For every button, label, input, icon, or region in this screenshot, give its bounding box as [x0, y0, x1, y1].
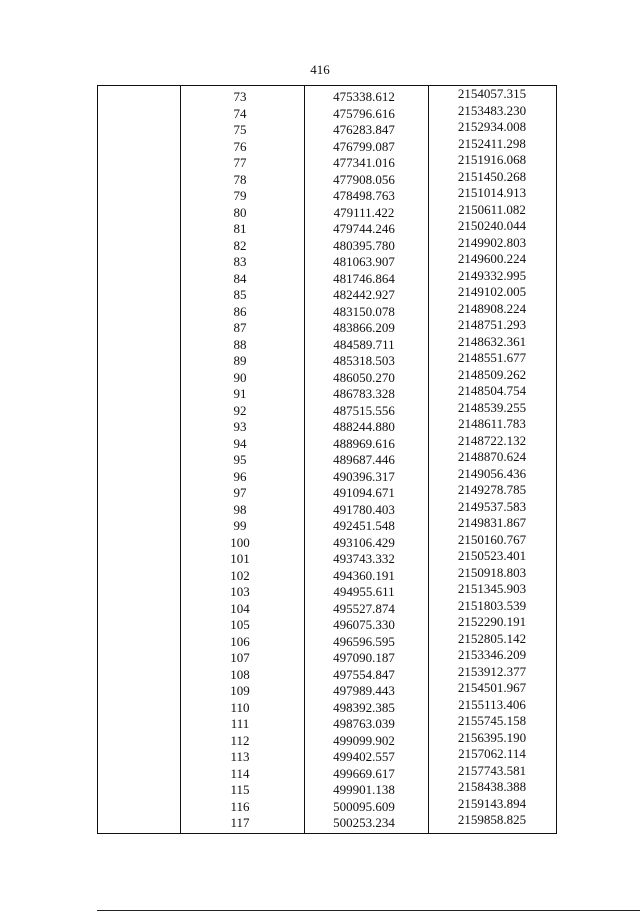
point-index-cell: 98 — [233, 501, 247, 517]
y-coordinate-cell: 2150523.401 — [457, 548, 527, 563]
x-coordinate-cell: 497989.443 — [333, 683, 395, 698]
y-coordinate-cell: 2148611.783 — [458, 416, 526, 431]
y-coordinate-cell: 2153912.377 — [457, 663, 527, 679]
y-coordinate-cell: 2155113.406 — [458, 696, 526, 712]
y-coordinate-cell: 2149902.803 — [457, 234, 527, 250]
point-index-cell: 81 — [233, 221, 247, 236]
x-coordinate-cell: 491780.403 — [333, 501, 395, 517]
x-coordinate-cell: 493106.429 — [333, 534, 395, 550]
y-coordinate-cell: 2154501.967 — [457, 680, 527, 695]
y-coordinate-cell: 2150918.803 — [457, 564, 527, 580]
y-coordinate-cell: 2148632.361 — [457, 333, 527, 349]
point-index-cell: 117 — [230, 815, 250, 830]
y-coordinate-cell: 2148870.624 — [457, 449, 527, 464]
y-coordinate-cell: 2154057.315 — [457, 86, 527, 101]
point-index-cell: 115 — [230, 782, 250, 797]
y-coordinate-cell: 2149056.436 — [457, 465, 527, 481]
point-index-cell: 74 — [233, 105, 247, 121]
x-coordinate-cell: 481746.864 — [333, 270, 395, 286]
point-index-cell: 82 — [233, 237, 247, 253]
x-coordinate-cell: 494955.611 — [333, 584, 395, 599]
x-coordinate-cell: 494360.191 — [333, 567, 395, 583]
point-index-cell: 77 — [233, 155, 247, 170]
x-coordinate-cell: 491094.671 — [333, 485, 395, 500]
point-index-cell: 100 — [230, 534, 250, 550]
x-coordinate-cell: 497090.187 — [333, 650, 395, 665]
x-coordinate-cell: 500095.609 — [333, 798, 395, 814]
y-coordinate-cell: 2149278.785 — [457, 482, 527, 497]
point-index-cell: 96 — [233, 468, 247, 484]
point-index-cell: 107 — [230, 650, 250, 665]
point-index-cell: 108 — [230, 666, 250, 682]
y-coordinate-cell: 2151803.539 — [457, 597, 527, 613]
point-index-cell: 101 — [230, 551, 250, 566]
y-coordinate-cell: 2148551.677 — [457, 350, 527, 365]
x-coordinate-cell: 485318.503 — [333, 353, 395, 368]
x-coordinate-cell: 475338.612 — [333, 89, 395, 104]
y-coordinate-cell: 2148504.754 — [457, 383, 527, 398]
x-coordinate-cell: 498392.385 — [333, 699, 395, 715]
point-index-cell: 110 — [230, 699, 250, 715]
y-coordinate-cell: 2149537.583 — [457, 498, 527, 514]
x-coordinate-cell: 499402.557 — [333, 749, 395, 764]
x-coordinate-cell: 477341.016 — [333, 155, 395, 170]
x-coordinate-cell: 489687.446 — [333, 452, 395, 467]
coordinate-table — [97, 85, 557, 834]
x-coordinate-cell: 487515.556 — [333, 402, 395, 418]
x-coordinate-cell: 484589.711 — [333, 336, 395, 352]
x-coordinate-cell: 479744.246 — [333, 221, 395, 236]
point-index-cell: 95 — [233, 452, 247, 467]
x-coordinate-cell: 497554.847 — [333, 666, 395, 682]
y-coordinate-cell: 2152934.008 — [457, 119, 527, 134]
y-coordinate-cell: 2150611.082 — [458, 201, 526, 217]
point-index-cell: 91 — [233, 386, 247, 401]
y-coordinate-cell: 2152290.191 — [457, 614, 527, 629]
x-coordinate-cell: 495527.874 — [333, 600, 395, 616]
x-coordinate-cell: 482442.927 — [333, 287, 395, 302]
x-coordinate-cell: 499099.902 — [333, 732, 395, 748]
x-coordinate-cell: 475796.616 — [333, 105, 395, 121]
y-coordinate-cell: 2152805.142 — [457, 630, 527, 646]
x-coordinate-cell: 488969.616 — [333, 435, 395, 451]
point-index-cell: 85 — [233, 287, 247, 302]
y-coordinate-cell: 2150240.044 — [457, 218, 527, 233]
point-index-cell: 78 — [233, 171, 247, 187]
y-coordinate-cell: 2159143.894 — [457, 795, 527, 811]
y-coordinate-cell: 2148509.262 — [457, 366, 527, 382]
y-coordinate-cell: 2148722.132 — [457, 432, 527, 448]
x-coordinate-cell: 496596.595 — [333, 633, 395, 649]
point-index-cell: 83 — [233, 254, 247, 269]
point-index-cell: 116 — [230, 798, 250, 814]
x-coordinate-cell: 500253.234 — [333, 815, 395, 830]
x-coordinate-cell: 481063.907 — [333, 254, 395, 269]
y-coordinate-cell: 2151450.268 — [457, 168, 527, 184]
point-index-cell: 104 — [230, 600, 250, 616]
point-index-cell: 94 — [233, 435, 247, 451]
y-coordinate-cell: 2151014.913 — [457, 185, 527, 200]
page-edge-rule — [97, 910, 640, 911]
point-index-cell: 87 — [233, 320, 247, 335]
point-index-cell: 112 — [230, 732, 250, 748]
x-coordinate-cell: 476799.087 — [333, 138, 395, 154]
y-coordinate-cell: 2148908.224 — [457, 300, 527, 316]
x-coordinate-cell: 483866.209 — [333, 320, 395, 335]
y-coordinate-cell: 2151916.068 — [457, 152, 527, 167]
point-index-cell: 76 — [233, 138, 247, 154]
x-coordinate-cell: 479111.422 — [333, 204, 395, 220]
point-index-cell: 80 — [233, 204, 247, 220]
point-index-cell: 114 — [230, 765, 250, 781]
x-coordinate-cell: 496075.330 — [333, 617, 395, 632]
table-row — [98, 812, 556, 832]
y-coordinate-cell: 2152411.298 — [458, 135, 526, 151]
x-coordinate-cell: 480395.780 — [333, 237, 395, 253]
point-index-cell: 90 — [233, 369, 247, 385]
y-coordinate-cell: 2153483.230 — [457, 102, 527, 118]
point-index-cell: 92 — [233, 402, 247, 418]
x-coordinate-cell: 493743.332 — [333, 551, 395, 566]
point-index-cell: 106 — [230, 633, 250, 649]
point-index-cell: 86 — [233, 303, 247, 319]
x-coordinate-cell: 499669.617 — [333, 765, 395, 781]
y-coordinate-cell: 2157743.581 — [457, 762, 527, 778]
point-index-cell: 89 — [233, 353, 247, 368]
x-coordinate-cell: 477908.056 — [333, 171, 395, 187]
x-coordinate-cell: 490396.317 — [333, 468, 395, 484]
point-index-cell: 93 — [233, 419, 247, 434]
point-index-cell: 79 — [233, 188, 247, 203]
x-coordinate-cell: 476283.847 — [333, 122, 395, 137]
page-number: 416 — [310, 62, 330, 77]
x-coordinate-cell: 478498.763 — [333, 188, 395, 203]
point-index-cell: 109 — [230, 683, 250, 698]
y-coordinate-cell: 2150160.767 — [457, 531, 527, 547]
point-index-cell: 75 — [233, 122, 247, 137]
point-index-cell: 113 — [230, 749, 250, 764]
point-index-cell: 88 — [233, 336, 247, 352]
point-index-cell: 102 — [230, 567, 250, 583]
x-coordinate-cell: 498763.039 — [333, 716, 395, 731]
y-coordinate-cell: 2151345.903 — [457, 581, 527, 596]
table-body — [98, 86, 556, 832]
y-coordinate-cell: 2148751.293 — [457, 317, 527, 332]
point-index-cell: 111 — [230, 716, 250, 731]
x-coordinate-cell: 483150.078 — [333, 303, 395, 319]
y-coordinate-cell: 2158438.388 — [457, 779, 527, 794]
x-coordinate-cell: 486783.328 — [333, 386, 395, 401]
point-index-cell: 105 — [230, 617, 250, 632]
point-index-cell: 97 — [233, 485, 247, 500]
point-index-cell: 84 — [233, 270, 247, 286]
x-coordinate-cell: 499901.138 — [333, 782, 395, 797]
y-coordinate-cell: 2149600.224 — [457, 251, 527, 266]
y-coordinate-cell: 2155745.158 — [457, 713, 527, 728]
point-index-cell: 73 — [233, 89, 247, 104]
y-coordinate-cell: 2159858.825 — [457, 812, 527, 827]
y-coordinate-cell: 2149332.995 — [457, 267, 527, 283]
y-coordinate-cell: 2153346.209 — [457, 647, 527, 662]
y-coordinate-cell: 2148539.255 — [457, 399, 527, 415]
point-index-cell: 99 — [233, 518, 247, 533]
y-coordinate-cell: 2149831.867 — [457, 515, 527, 530]
x-coordinate-cell: 492451.548 — [333, 518, 395, 533]
x-coordinate-cell: 486050.270 — [333, 369, 395, 385]
y-coordinate-cell: 2156395.190 — [457, 729, 527, 745]
point-index-cell: 103 — [230, 584, 250, 599]
y-coordinate-cell: 2149102.005 — [457, 284, 527, 299]
x-coordinate-cell: 488244.880 — [333, 419, 395, 434]
y-coordinate-cell: 2157062.114 — [458, 746, 526, 761]
